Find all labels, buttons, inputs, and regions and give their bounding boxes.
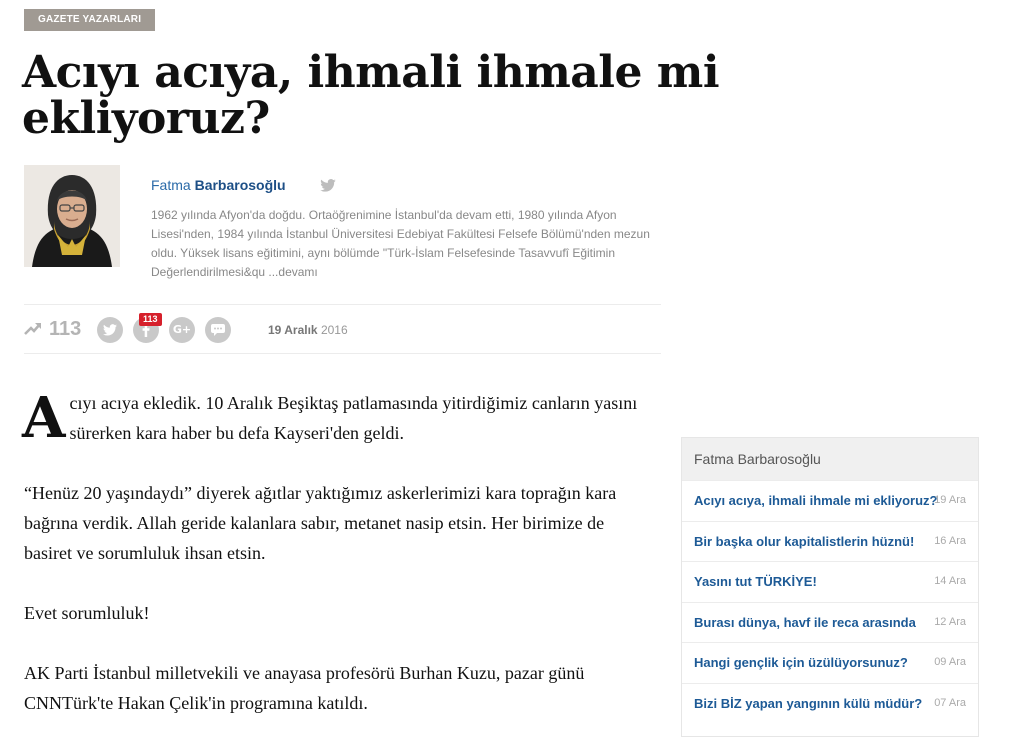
publish-date-year: 2016 — [320, 323, 348, 337]
sidebar-article-title[interactable]: Acıyı acıya, ihmali ihmale mi ekliyoruz? — [694, 493, 938, 508]
sidebar-article-item[interactable] — [682, 561, 978, 602]
comment-button[interactable] — [205, 317, 231, 343]
twitter-icon[interactable] — [320, 179, 336, 192]
publish-date — [268, 323, 348, 337]
twitter-icon — [103, 324, 117, 336]
section-badge[interactable]: GAZETE YAZARLARI — [24, 9, 155, 31]
article-title: Acıyı acıya, ihmali ihmale mi ekliyoruz? — [22, 47, 720, 144]
google-plus-icon: G+ — [172, 323, 192, 336]
google-plus-share-button[interactable] — [169, 317, 195, 343]
article-paragraph-text: cıyı acıya ekledik. 10 Aralık Beşiktaş patlamasında yitirdiğimiz canların yasını sürerken kara haber bu defa Kayseri'den geldi. — [69, 393, 638, 443]
drop-cap: A — [22, 385, 66, 451]
sidebar-header[interactable]: Fatma Barbarosoğlu — [682, 438, 978, 480]
share-count-badge: 113 — [139, 313, 162, 326]
author-first-name: Fatma — [151, 177, 191, 193]
publish-date-day: 19 Aralık — [268, 323, 318, 337]
sidebar-article-item[interactable] — [682, 480, 978, 521]
sidebar-article-item[interactable] — [682, 683, 978, 724]
trend-count: 113 — [49, 318, 82, 340]
author-bio: 1962 yılında Afyon'da doğdu. Ortaöğrenimine İstanbul'da devam etti, 1980 yılında Afyon Lisesi'nden, 1984 yılında İstanbul Üniversitesi Edebiyat Fakültesi Felsefe Bölümü'nden mezun oldu. Yüksek lisans eğitimini, aynı bölümde "Türk-İslam Felsefesinde Tasavvufî Eğitimin Değerlendirilmesi&qu ...devamı — [151, 208, 650, 279]
author-articles-sidebar — [681, 437, 979, 737]
sidebar-article-title[interactable]: Bizi BİZ yapan yangının külü müdür? — [694, 695, 923, 711]
sidebar-article-item[interactable] — [682, 521, 978, 562]
sidebar-article-title[interactable]: Bir başka olur kapitalistlerin hüznü! — [694, 533, 915, 549]
sidebar-article-date: 09 Ara — [934, 656, 966, 669]
trend-up-icon — [24, 320, 42, 336]
divider-top — [24, 304, 661, 305]
sidebar-article-item[interactable] — [682, 602, 978, 643]
author-avatar[interactable] — [24, 165, 120, 267]
author-photo-icon — [24, 165, 120, 267]
sidebar-article-title[interactable]: Burası dünya, havf ile reca arasında — [694, 614, 916, 630]
twitter-share-button[interactable] — [97, 317, 123, 343]
divider-bottom — [24, 353, 661, 354]
author-last-name: Barbarosoğlu — [194, 177, 286, 193]
sidebar-article-title[interactable]: Hangi gençlik için üzülüyorsunuz? — [694, 655, 908, 671]
sidebar-article-date: 14 Ara — [934, 575, 966, 588]
article-paragraph: Evet sorumluluk! — [24, 603, 150, 623]
sidebar-article-date: 19 Ara — [934, 494, 966, 506]
author-name-link[interactable] — [151, 177, 286, 193]
sidebar-article-title[interactable]: Yasını tut TÜRKİYE! — [694, 574, 817, 590]
article-paragraph: “Henüz 20 yaşındaydı” diyerek ağıtlar yaktığımız askerlerimizi kara toprağın kara bağrına verdik. Allah geride kalanlara sabır, metanet nasip etsin. Her birimize de basiret ve sorumluluk ihsan etsin. — [24, 483, 617, 563]
article-body — [22, 385, 639, 748]
sidebar-article-date: 16 Ara — [934, 534, 966, 547]
sidebar-article-date: 12 Ara — [934, 615, 966, 628]
sidebar-article-item[interactable] — [682, 642, 978, 683]
sidebar-article-date: 07 Ara — [934, 696, 966, 709]
comment-icon — [211, 324, 225, 336]
article-paragraph: AK Parti İstanbul milletvekili ve anayasa profesörü Burhan Kuzu, pazar günü CNNTürk'te Hakan Çelik'in programına katıldı. — [24, 663, 585, 713]
article-paragraph — [22, 385, 639, 451]
